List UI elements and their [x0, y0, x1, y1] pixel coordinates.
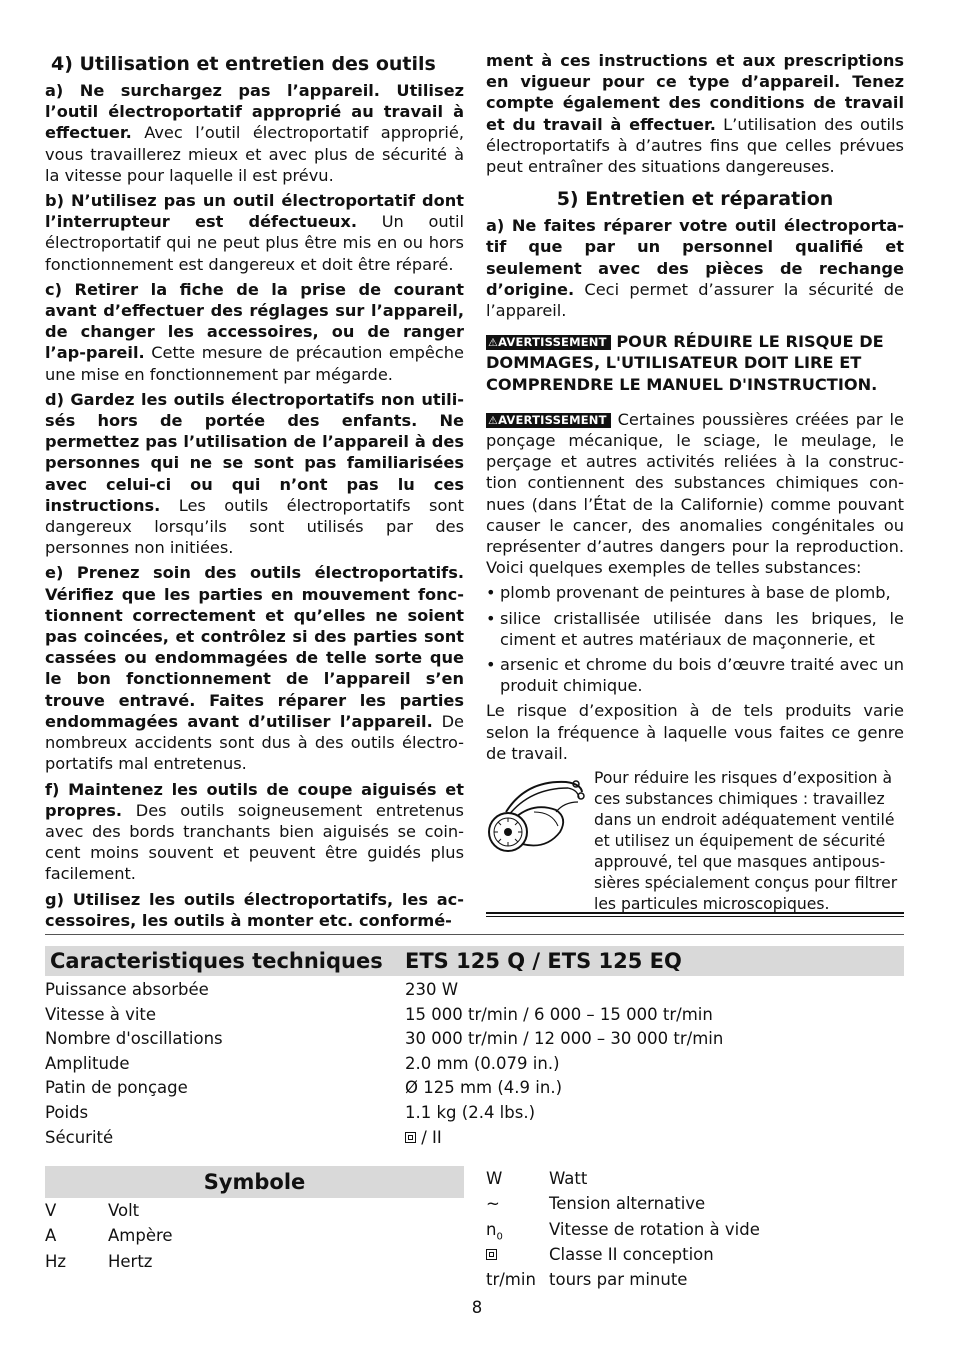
spec-value: 1.1 kg (2.4 lbs.) — [405, 1102, 536, 1122]
spec-key: Patin de ponçage — [45, 1078, 188, 1098]
list-item: • arsenic et chrome du bois d’œuvre traité avec un produit chimique. — [486, 654, 904, 696]
divider — [486, 916, 904, 917]
section-5-heading: 5) Entretien et réparation — [556, 188, 834, 211]
warning-label: AVERTISSEMENT — [498, 335, 607, 350]
para-4a — [45, 80, 464, 186]
right-column — [486, 50, 904, 914]
table-row — [45, 1027, 904, 1052]
symbol-desc: tours par minute — [549, 1270, 688, 1290]
table-row — [45, 978, 904, 1003]
class-ii-icon — [405, 1132, 416, 1143]
para-4e-bold: e) Prenez soin des outils électroportatifs. Vérifiez que les parties en mouvement fonc-tionnent correctement et qu’elles ne soient pas coincées, et contrôlez si des parties sont cassées ou endommagées de telle sorte que le bon fonctionnement de l’appareil s’en trouve entravé. Faites réparer les parties endommagées avant d’utiliser l’appareil. — [45, 563, 464, 731]
warning-triangle-icon: ⚠ — [488, 336, 499, 350]
mask-text: Pour réduire les risques d’exposition à ces substances chimiques : travaillez dans un endroit adéquatement ventilé et utilisez un équipement de sécurité approuvé, tel que masques antipous-sières spécialement conçus pour filtrer les particules microscopiques. — [594, 769, 898, 913]
security-text: / II — [416, 1127, 442, 1147]
warning-2-text: Certaines poussières créées par le ponçage mécanique, le sciage, le meulage, le perçage et autres activités reliées à la construc-tion contiennent des substances chimiques con-nues (dans l’État de la Californie) comme pouvant causer le cancer, des anomalies congénitales ou représenter d’autres dangers pour la reproduction. Voici quelques exemples de telles substances: — [486, 409, 904, 578]
divider — [45, 934, 904, 935]
symbols-header: Symbole — [45, 1166, 464, 1198]
symbol: V — [45, 1201, 57, 1220]
para-5a-text: Ceci permet d’assurer la sécurité de l’appareil. — [486, 279, 904, 321]
symbol-desc: Watt — [549, 1169, 588, 1188]
warning-badge-2 — [486, 413, 611, 428]
spec-key: Poids — [45, 1102, 89, 1122]
para-4b-text: Un outil électroportatif qui ne peut plus être mis en ou hors fonctionnement est dangereux et doit être réparé. — [45, 212, 465, 274]
para-4a-text: Avec l’outil électroportatif approprié, vous travaillerez mieux et avec plus de sécurité à la vitesse pour laquelle il est prévu. — [45, 123, 464, 185]
para-5a-bold: a) Ne faites réparer votre outil électroporta-tif que par un personnel qualifié et seulement avec des pièces de rechange d’origine. — [486, 216, 904, 299]
spec-value: 15 000 tr/min / 6 000 – 15 000 tr/min — [405, 1004, 713, 1024]
warning-triangle-icon: ⚠ — [488, 413, 499, 427]
mask-block — [486, 768, 904, 914]
table-row — [45, 1003, 904, 1028]
section-4-heading: 4) Utilisation et entretien des outils — [51, 53, 436, 75]
symbol-desc: Vitesse de rotation à vide — [549, 1219, 760, 1239]
spec-value: Ø 125 mm (4.9 in.) — [405, 1078, 563, 1098]
symbol-desc: Hertz — [108, 1251, 153, 1271]
spec-key: Sécurité — [45, 1127, 114, 1147]
para-4g — [45, 889, 464, 931]
para-4g-bold: g) Utilisez les outils électroportatifs, les ac-cessoires, les outils à monter etc. conformé- — [45, 889, 464, 930]
symbol: ~ — [486, 1194, 500, 1214]
left-column — [45, 50, 464, 935]
para-4b-bold: b) N’utilisez pas un outil électroportatif dont l’interrupteur est défectueux. — [45, 191, 464, 232]
risk-paragraph: Le risque d’exposition à de tels produits varie selon la fréquence à laquelle vous faites ce genre de travail. — [486, 701, 904, 763]
spec-value: 2.0 mm (0.079 in.) — [405, 1053, 560, 1073]
para-4a-bold: a) Ne surchargez pas l’appareil. Utilisez l’outil électroportatif approprié au travail à effectuer. — [45, 81, 464, 143]
symbol-desc: Ampère — [108, 1226, 173, 1246]
spec-key: Puissance absorbée — [45, 980, 209, 999]
symbol: A — [45, 1226, 57, 1246]
symbol: tr/min — [486, 1270, 536, 1290]
dust-mask-icon — [486, 772, 590, 862]
divider — [486, 912, 904, 914]
symbol-subscript: 0 — [496, 1230, 503, 1242]
para-4d-text: Les outils électroportatifs sont dangereux lorsqu’ils sont utilisés par des personnes non initiées. — [45, 495, 464, 558]
list-item: • plomb provenant de peintures à base de plomb, — [486, 582, 904, 603]
warning-2 — [486, 409, 904, 579]
para-4g-continued — [486, 50, 904, 177]
para-4d — [45, 389, 464, 559]
table-row — [45, 1126, 904, 1151]
para-4f-bold: f) Maintenez les outils de coupe aiguisés et propres. — [45, 779, 464, 820]
para-4f-text: Des outils soigneusement entretenus avec des bords tranchants bien aiguisés se coin-cent moins souvent et peuvent être guidés plus facilement. — [45, 800, 464, 884]
spec-key: Vitesse à vite — [45, 1004, 157, 1024]
page-number: 8 — [471, 1298, 483, 1317]
para-4c-text: Cette mesure de précaution empêche une mise en fonctionnement par mégarde. — [45, 343, 464, 384]
para-4e — [45, 562, 464, 774]
tech-specs-table — [45, 978, 904, 1150]
warning-badge — [486, 335, 611, 350]
para-4d-bold: d) Gardez les outils électroportatifs non utili-sés hors de portée des enfants. Ne permettez pas l’utilisation de l’appareil à des personnes qui ne se sont pas familiarisées avec celui-ci ou qui n’ont pas lu ces instructions. — [45, 389, 464, 515]
para-5a — [486, 215, 904, 321]
para-4f — [45, 779, 464, 885]
spec-value: 30 000 tr/min / 12 000 – 30 000 tr/min — [405, 1029, 724, 1049]
warning-label-2: AVERTISSEMENT — [498, 412, 607, 427]
warning-1-text: POUR RÉDUIRE LE RISQUE DE DOMMAGES, L'UTILISATEUR DOIT LIRE ET COMPRENDRE LE MANUEL D'INSTRUCTION. — [486, 332, 884, 394]
para-4e-text: De nombreux accidents sont dus à des outils électro-portatifs mal entretenus. — [45, 711, 464, 774]
para-4g-cont-text: L’utilisation des outils électroportatifs à d’autres fins que celles prévues peut entraîner des situations dangereuses. — [486, 114, 904, 177]
table-row — [45, 1052, 904, 1077]
substances-list — [486, 582, 904, 696]
list-item: • silice cristallisée utilisée dans les briques, le ciment et autres matériaux de maçonnerie, et — [486, 608, 904, 650]
para-4c-bold: c) Retirer la fiche de la prise de courant avant d’effectuer des réglages sur l’appareil, de changer les accessoires, ou de ranger l’ap-pareil. — [45, 279, 464, 363]
symbol-desc: Volt — [108, 1201, 140, 1220]
symbol-desc: Tension alternative — [549, 1194, 706, 1214]
spec-value: 230 W — [405, 980, 459, 999]
para-4c — [45, 279, 464, 385]
table-row — [45, 1076, 904, 1101]
tech-specs-header — [45, 946, 904, 976]
para-4g-cont-bold: ment à ces instructions et aux prescriptions en vigueur pour ce type d’appareil. Tenez compte également des conditions de travail et du travail à effectuer. — [486, 51, 904, 134]
para-4b — [45, 190, 464, 275]
symbol — [486, 1242, 497, 1267]
symbol: W — [486, 1169, 503, 1188]
tech-specs-model: ETS 125 Q / ETS 125 EQ — [405, 949, 682, 973]
spec-key: Nombre d'oscillations — [45, 1029, 223, 1049]
symbol-desc: Classe II conception — [549, 1244, 714, 1264]
symbol: Hz — [45, 1251, 67, 1271]
symbol-n: n — [486, 1219, 497, 1239]
class-ii-icon — [486, 1249, 497, 1260]
warning-1 — [486, 331, 904, 395]
spec-value-security — [405, 1126, 442, 1150]
table-row — [45, 1101, 904, 1126]
spec-key: Amplitude — [45, 1053, 130, 1073]
tech-specs-title: Caracteristiques techniques — [50, 949, 383, 973]
